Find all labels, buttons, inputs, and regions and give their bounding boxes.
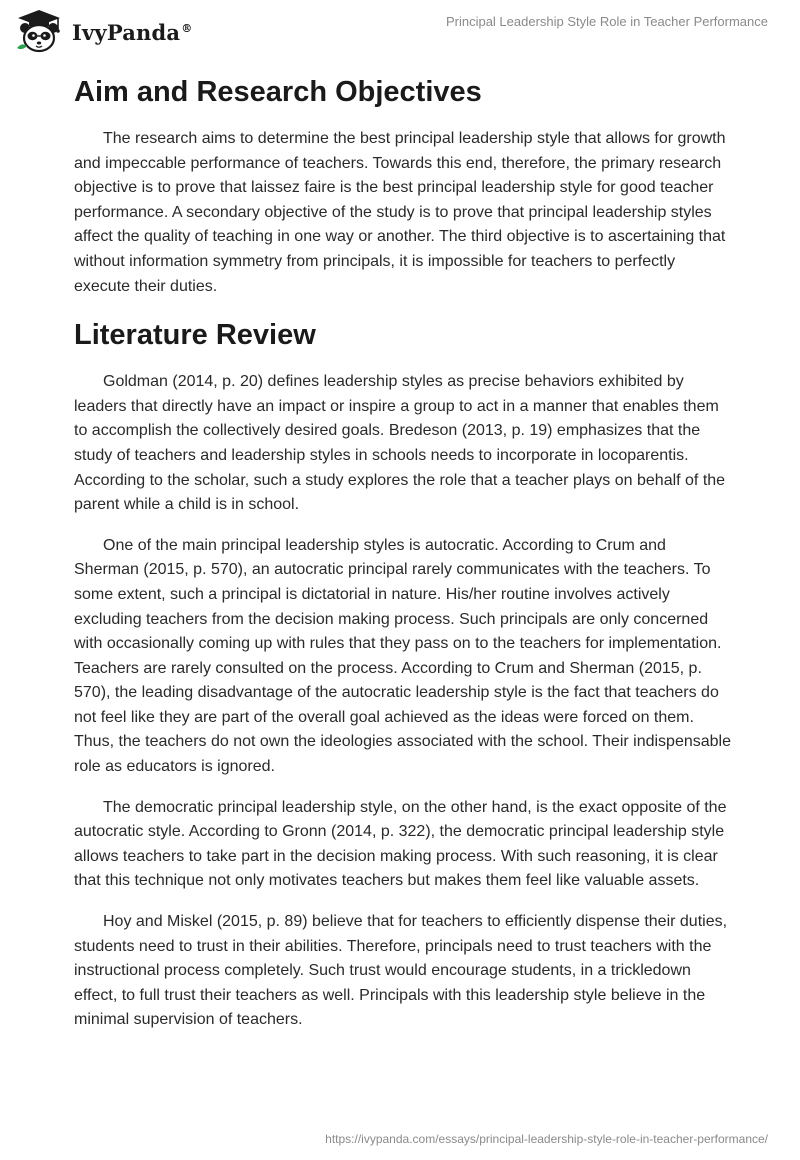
paragraph: Hoy and Miskel (2015, p. 89) believe that for teachers to efficiently dispense their duties, students need to trust in their abilities. Therefore, principals need to trust teachers with the instructional process completely. Such trust would encourage students, in a trickledown effect, to full trust their teachers as well. Principals with this leadership style believe in the minimal supervision of teachers. xyxy=(74,913,728,1029)
paragraph: Goldman (2014, p. 20) defines leadership styles as precise behaviors exhibited by leaders that directly have an impact or inspire a group to act in a manner that enables them to accomplish the collectively desired goals. Bredeson (2013, p. 19) emphasizes that the study of teachers and leadership styles in schools needs to incorporate in locoparentis. According to the scholar, such a study explores the role that a teacher plays on behalf of the parent while a child is in school. xyxy=(74,373,726,514)
panda-graduate-icon xyxy=(14,8,64,54)
document-title: Principal Leadership Style Role in Teacher Performance xyxy=(445,14,768,29)
page-header xyxy=(0,0,800,62)
paragraph: The democratic principal leadership style, on the other hand, is the exact opposite of the autocratic style. According to Gronn (2014, p. 322), the democratic principal leadership style allows teachers to take part in the decision making process. With such reasoning, it is clear that this technique not only motivates teachers but makes them feel like valuable assets. xyxy=(74,798,727,890)
paragraph: The research aims to determine the best principal leadership style that allows for growth and impeccable performance of teachers. Towards this end, therefore, the primary research objective is to prove that laissez faire is the best principal leadership style for good teacher performance. A secondary objective of the study is to prove that principal leadership styles affect the quality of teaching in one way or another. The third objective is to ascertaining that without information symmetry from principals, it is impossible for teachers to perfectly execute their duties. xyxy=(74,130,726,295)
brand-logo[interactable] xyxy=(14,8,192,54)
essay-body xyxy=(74,70,734,1033)
section-heading-literature: Literature Review xyxy=(74,319,316,352)
registered-mark: ® xyxy=(181,21,193,35)
paragraph: One of the main principal leadership styles is autocratic. According to Crum and Sherman (2015, p. 570), an autocratic principal rarely communicates with the teachers. To some extent, such a principal is dictatorial in nature. His/her routine involves actively excluding teachers from the decision making process. Such principals are only concerned with occasionally coming up with rules that they pass on to the teachers for implementation. Teachers are rarely consulted on the process. According to Crum and Sherman (2015, p. 570), the leading disadvantage of the autocratic leadership style is the fact that teachers do not feel like they are part of the overall goal achieved as the ideas were forced on them. Thus, the teachers do not own the ideologies associated with the school. Their indispensable role as educators is ignored. xyxy=(74,536,731,776)
source-url-link[interactable]: https://ivypanda.com/essays/principal-leadership-style-role-in-teacher-performance/ xyxy=(325,1132,768,1146)
brand-name: IvyPanda® xyxy=(72,19,193,45)
section-heading-aim: Aim and Research Objectives xyxy=(74,76,482,108)
